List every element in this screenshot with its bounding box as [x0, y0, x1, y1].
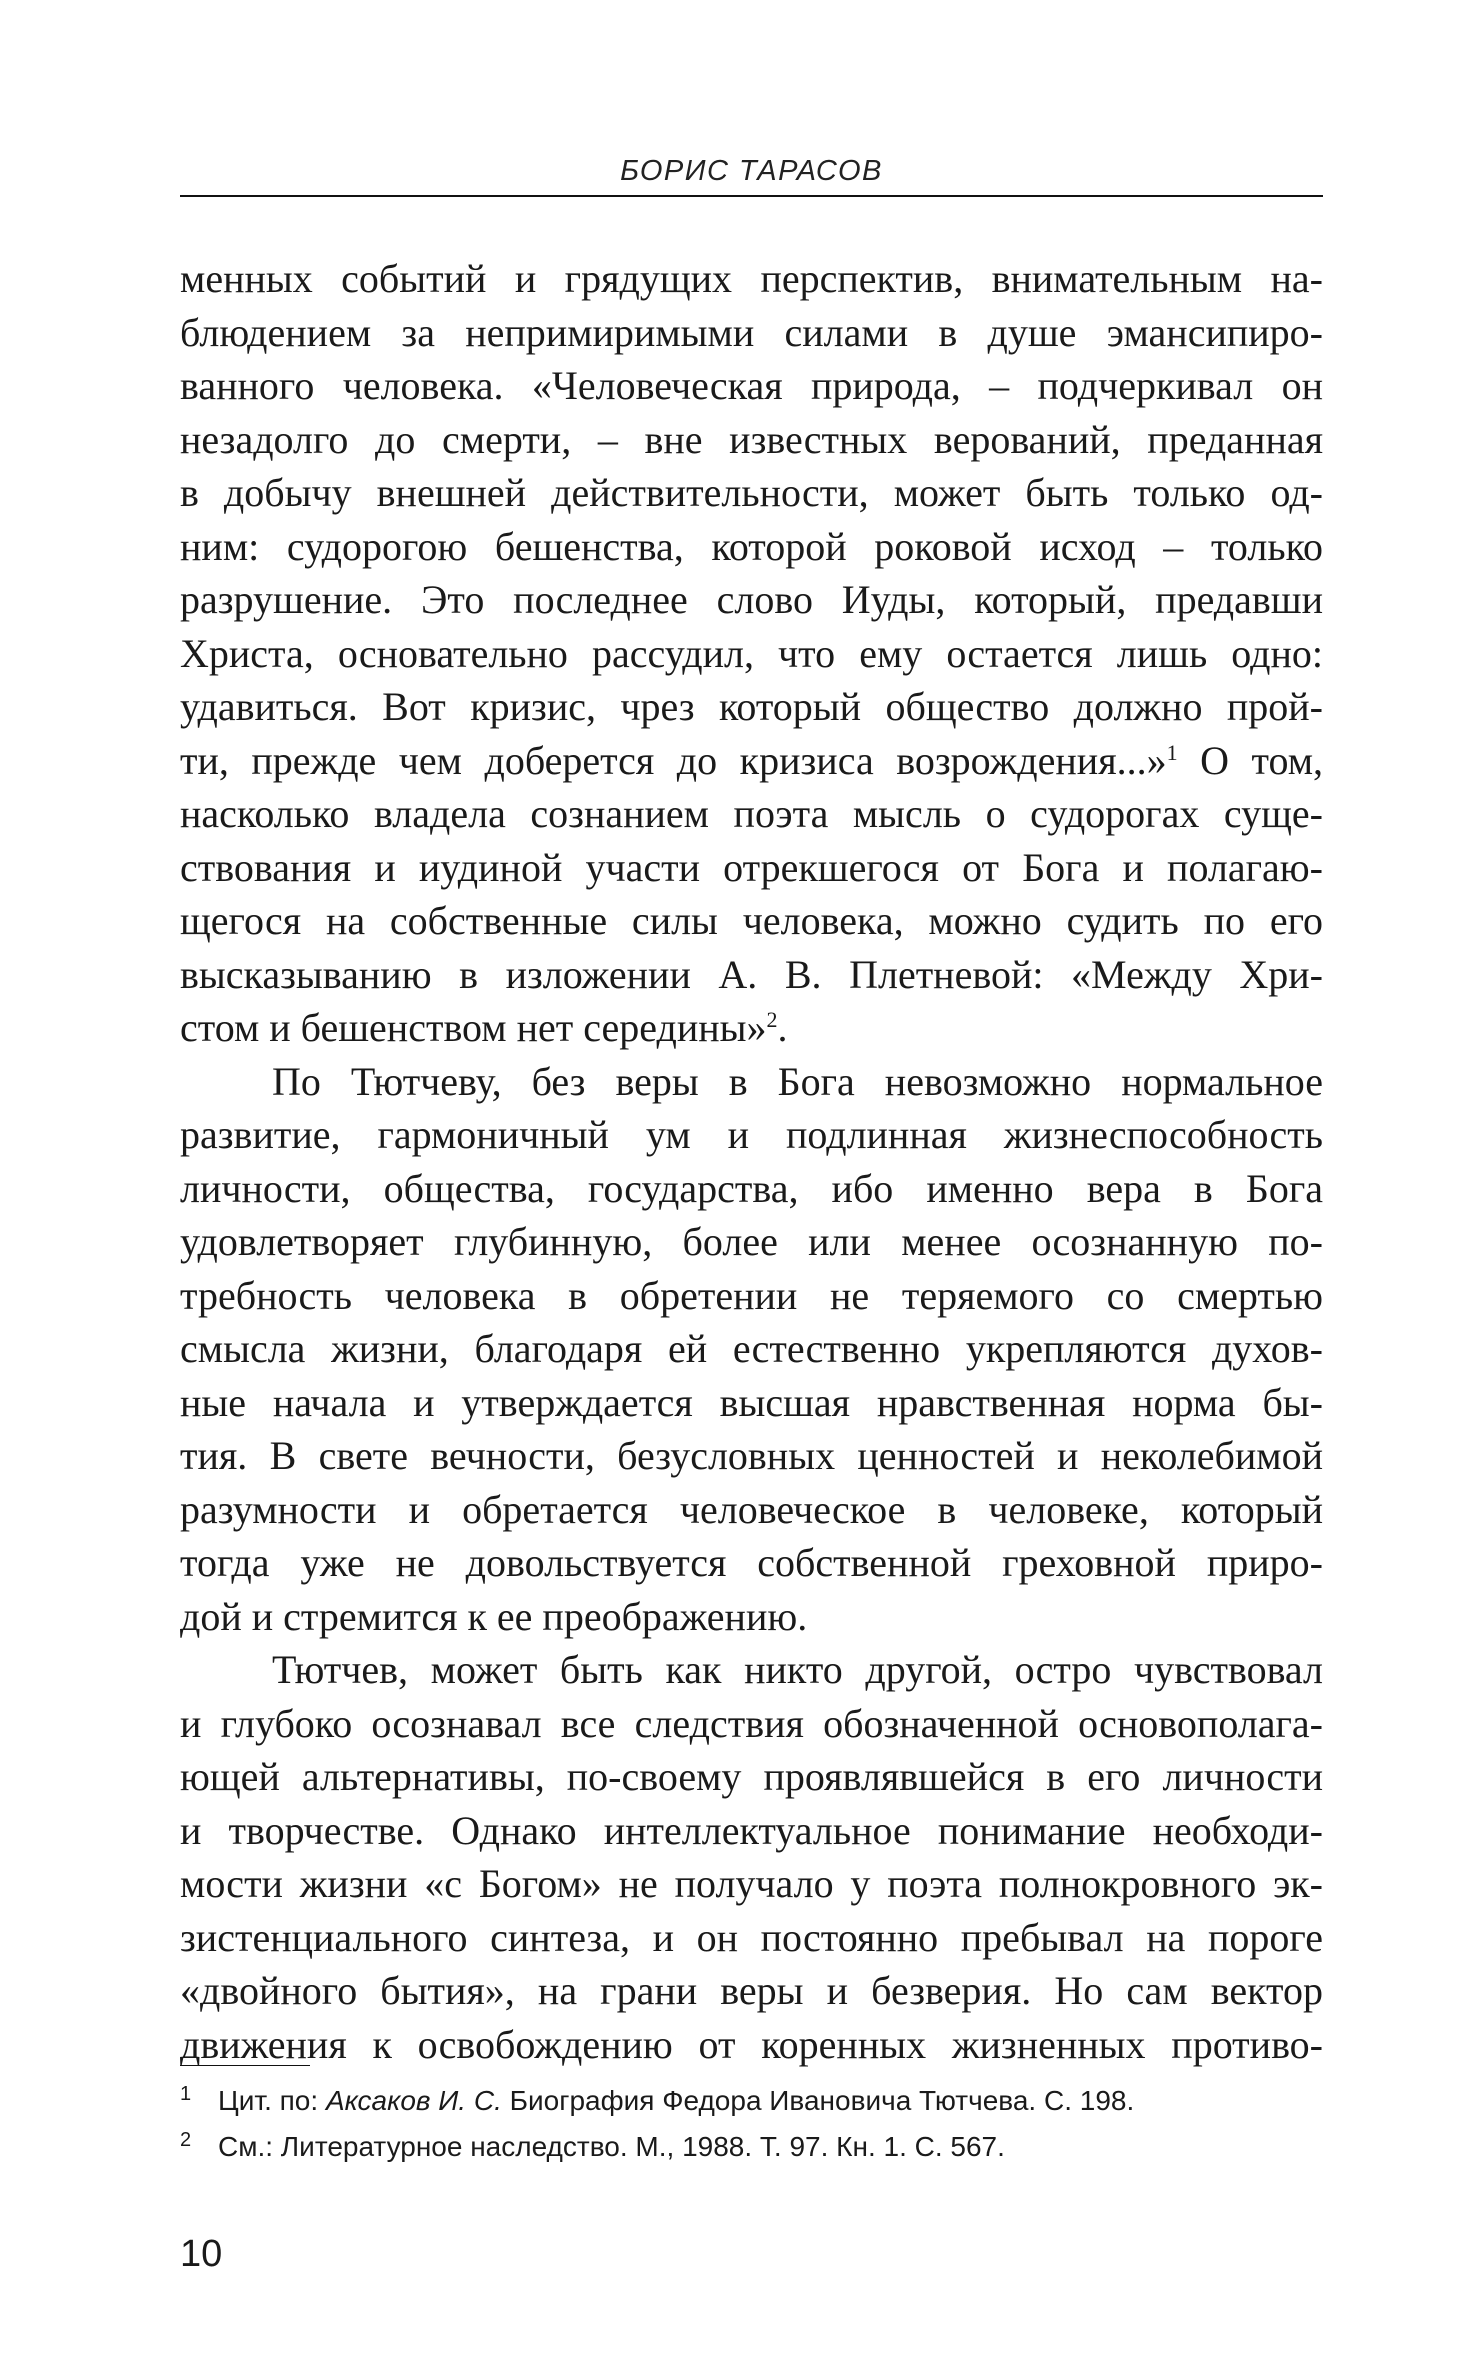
- text-line: [180, 1001, 1323, 1055]
- text-line-content: ним: судорогою бешенства, которой роковой исход – только: [180, 523, 1323, 569]
- text-line: [180, 1911, 1323, 1965]
- text-line-content: ющей альтернативы, по-своему проявлявшейся в его личности: [180, 1754, 1323, 1799]
- text-line-content: дой и стремится к ее преображению.: [180, 1593, 808, 1639]
- text-line-content: Тютчев, может быть как никто другой, остро чувствовал: [272, 1647, 1323, 1692]
- footnote: 2 См.: Литературное наследство. М., 1988. Т. 97. Кн. 1. С. 567.: [180, 2129, 1005, 2162]
- text-line-content: развитие, гармоничный ум и подлинная жизнеспособность: [180, 1112, 1323, 1157]
- text-line-content: мости жизни «с Богом» не получало у поэта полнокровного эк-: [180, 1861, 1323, 1906]
- text-line-content: разрушение. Это последнее слово Иуды, который, предавши: [180, 577, 1323, 622]
- text-line-content: и творчестве. Однако интеллектуальное понимание необходи-: [180, 1807, 1323, 1853]
- footnote-reference: 2: [766, 1007, 778, 1032]
- text-line-content: насколько владела сознанием поэта мысль о судорогах суще-: [180, 791, 1323, 836]
- text-line-content: удавиться. Вот кризис, чрез который общество должно прой-: [180, 684, 1323, 729]
- text-line-content: высказыванию в изложении А. В. Плетневой: «Между Хри-: [180, 951, 1323, 997]
- footnote-text-rest: Биография Федора Ивановича Тютчева. С. 198.: [501, 2085, 1135, 2116]
- text-line-content: разумности и обретается человеческое в человеке, который: [180, 1486, 1323, 1532]
- text-line: [180, 948, 1323, 1002]
- text-line-content: в добычу внешней действительности, может быть только од-: [180, 470, 1323, 515]
- text-line-content: незадолго до смерти, – вне известных верований, преданная: [180, 416, 1323, 462]
- text-line: [180, 1322, 1323, 1376]
- text-line: [180, 1055, 1323, 1109]
- text-line-content: блюдением за непримиримыми силами в душе эмансипиро-: [180, 309, 1323, 355]
- text-line: [180, 1964, 1323, 2018]
- running-head-title: БОРИС ТАРАСОВ: [620, 155, 883, 187]
- text-line: [180, 466, 1323, 520]
- text-line: [180, 1483, 1323, 1537]
- text-line-content: и глубоко осознавал все следствия обозначенной основополага-: [180, 1700, 1323, 1746]
- text-line: [180, 520, 1323, 574]
- text-line-content: тия. В свете вечности, безусловных ценностей и неколебимой: [180, 1433, 1323, 1478]
- text-line-content: личности, общества, государства, ибо именно вера в Бога: [180, 1165, 1323, 1211]
- text-line-content: тогда уже не довольствуется собственной греховной приро-: [180, 1540, 1323, 1585]
- text-line-content: движения к освобождению от коренных жизненных противо-: [180, 2021, 1323, 2067]
- text-line-content: ти, прежде чем доберется до кризиса возрождения...»: [180, 737, 1167, 783]
- header-rule: [180, 195, 1323, 197]
- text-line: [180, 1376, 1323, 1430]
- footnote-text: См.: Литературное наследство. М., 1988. Т. 97. Кн. 1. С. 567.: [218, 2131, 1005, 2162]
- text-line: [180, 787, 1323, 841]
- text-line-content: Христа, основательно рассудил, что ему остается лишь одно:: [180, 630, 1323, 676]
- text-line: [180, 627, 1323, 681]
- text-line-content: ные начала и утверждается высшая нравственная норма бы-: [180, 1379, 1323, 1425]
- text-line: [180, 2018, 1323, 2072]
- body-text: [180, 252, 1323, 2071]
- text-line-content: «двойного бытия», на грани веры и безверия. Но сам вектор: [180, 1968, 1323, 2013]
- text-line: [180, 1750, 1323, 1804]
- text-line-content: ствования и иудиной участи отрекшегося от Бога и полагаю-: [180, 844, 1323, 890]
- text-line: [180, 1429, 1323, 1483]
- text-line-content: удовлетворяет глубинную, более или менее осознанную по-: [180, 1219, 1323, 1264]
- footnote-reference: 1: [1166, 739, 1178, 765]
- text-line: [180, 413, 1323, 467]
- text-line-content: менных событий и грядущих перспектив, внимательным на-: [180, 256, 1323, 301]
- text-line-content: требность человека в обретении не теряемого со смертью: [180, 1272, 1323, 1318]
- text-line-tail: О том,: [1177, 737, 1323, 783]
- text-line: [180, 1804, 1323, 1858]
- text-line-content: По Тютчеву, без веры в Бога невозможно нормальное: [272, 1058, 1323, 1104]
- footnote-separator: [180, 2065, 310, 2066]
- page-number: 10: [180, 2233, 223, 2275]
- footnotes: [180, 2078, 1323, 2170]
- text-line-content: ванного человека. «Человеческая природа, – подчеркивал он: [180, 363, 1323, 408]
- text-line-content: щегося на собственные силы человека, можно судить по его: [180, 898, 1323, 943]
- text-line: [180, 252, 1323, 306]
- text-line: [180, 1269, 1323, 1323]
- footnote: 1 Цит. по: Аксаков И. С. Биография Федора Ивановича Тютчева. С. 198.: [180, 2083, 1135, 2116]
- text-line-content: смысла жизни, благодаря ей естественно укрепляются духов-: [180, 1326, 1323, 1371]
- text-line: [180, 841, 1323, 895]
- text-line: [180, 680, 1323, 734]
- text-line-tail: .: [777, 1005, 788, 1050]
- text-line: [180, 1536, 1323, 1590]
- text-line: [180, 1215, 1323, 1269]
- text-line: [180, 1857, 1323, 1911]
- text-line: [180, 734, 1323, 788]
- text-line: [180, 1162, 1323, 1216]
- text-line: [180, 894, 1323, 948]
- text-line-content: зистенциального синтеза, и он постоянно пребывал на пороге: [180, 1914, 1323, 1960]
- footnote-author: Аксаков И. С.: [325, 2085, 502, 2116]
- text-line: [180, 1643, 1323, 1697]
- text-line-content: стом и бешенством нет середины»: [180, 1005, 767, 1050]
- text-line: [180, 359, 1323, 413]
- footnote-text: Цит. по:: [218, 2085, 326, 2116]
- text-line: [180, 306, 1323, 360]
- text-line: [180, 1108, 1323, 1162]
- text-line: [180, 1697, 1323, 1751]
- text-line: [180, 1590, 1323, 1644]
- text-line: [180, 573, 1323, 627]
